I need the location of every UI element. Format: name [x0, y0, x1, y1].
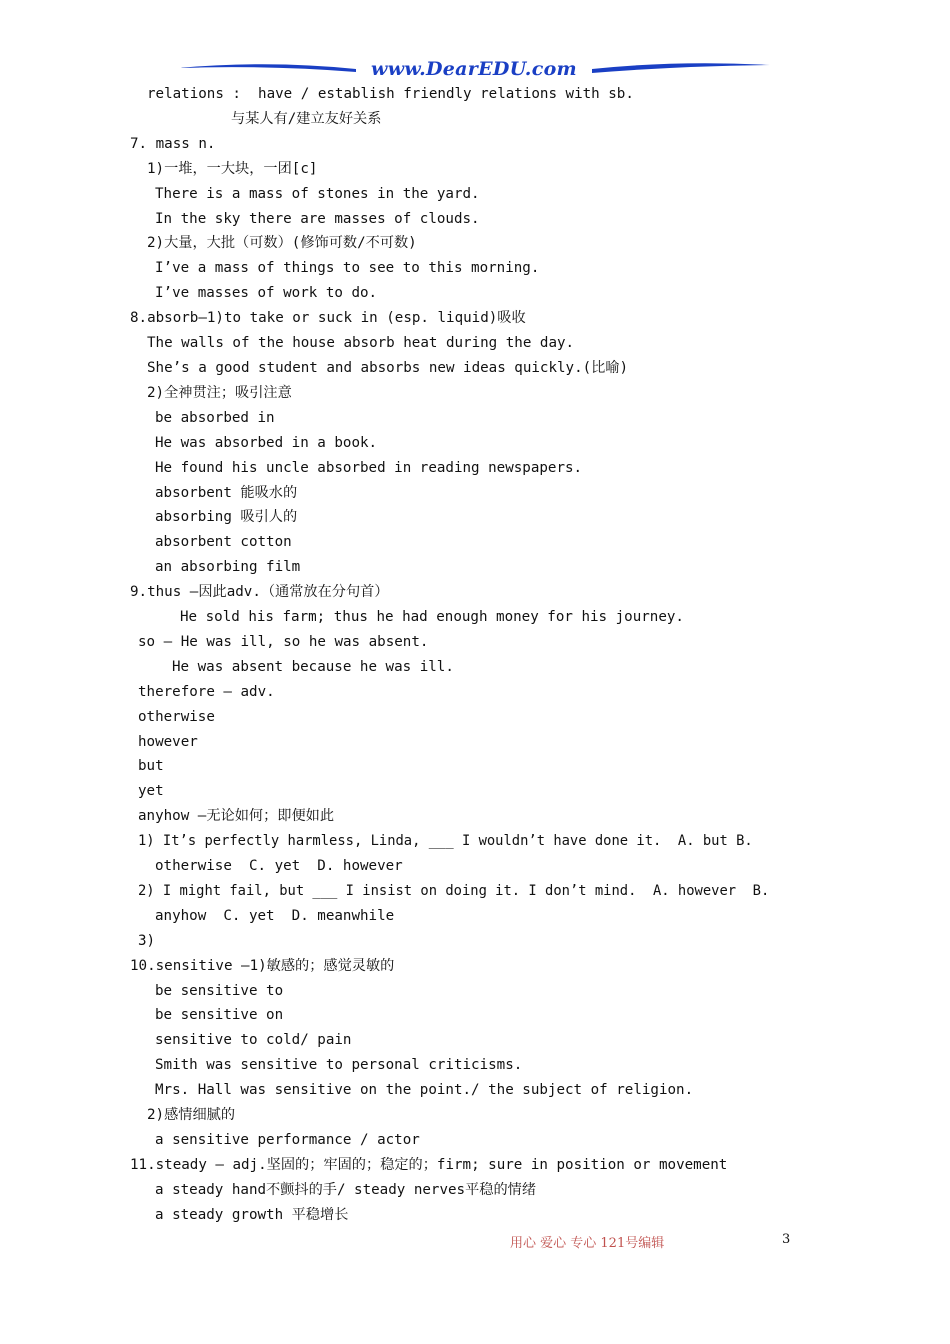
text-line: an absorbing film: [155, 559, 301, 575]
site-logo[interactable]: www.DearEDU.com: [371, 58, 577, 80]
text-line: Smith was sensitive to personal criticisms.: [155, 1057, 523, 1073]
text-line: 11.steady – adj.坚固的；牢固的；稳定的；firm; sure in position or movement: [130, 1157, 728, 1173]
text-line: so – He was ill, so he was absent.: [138, 634, 429, 650]
text-line: He found his uncle absorbed in reading newspapers.: [155, 460, 583, 476]
text-line: 3): [138, 933, 156, 949]
text-line: She’s a good student and absorbs new ideas quickly.(比喻): [147, 360, 629, 376]
text-line: but: [138, 758, 164, 774]
text-line: 与某人有/建立友好关系: [231, 111, 382, 127]
text-line: absorbent cotton: [155, 534, 292, 550]
text-line: yet: [138, 783, 164, 799]
page-number: 3: [782, 1232, 791, 1247]
text-line: absorbent 能吸水的: [155, 485, 298, 501]
text-line: I’ve masses of work to do.: [155, 285, 378, 301]
text-line: He was absent because he was ill.: [172, 659, 454, 675]
text-line: a steady hand不颤抖的手/ steady nerves平稳的情绪: [155, 1182, 537, 1198]
text-line: He was absorbed in a book.: [155, 435, 378, 451]
text-line: a sensitive performance / actor: [155, 1132, 420, 1148]
text-line: 2)全神贯注；吸引注意: [147, 385, 292, 401]
text-line: In the sky there are masses of clouds.: [155, 211, 480, 227]
text-line: 9.thus –因此adv.（通常放在分句首）: [130, 584, 389, 600]
text-line: Mrs. Hall was sensitive on the point./ the subject of religion.: [155, 1082, 694, 1098]
text-line: 7. mass n.: [130, 136, 216, 152]
text-line: absorbing 吸引人的: [155, 509, 298, 525]
text-line: He sold his farm; thus he had enough money for his journey.: [180, 609, 684, 625]
text-line: There is a mass of stones in the yard.: [155, 186, 480, 202]
text-line: be sensitive to: [155, 983, 284, 999]
text-line: 2)大量，大批（可数）(修饰可数/不可数): [147, 235, 417, 251]
text-line: sensitive to cold/ pain: [155, 1032, 352, 1048]
text-line: 2) I might fail, but ___ I insist on doing it. I don’t mind. A. however B.: [138, 883, 770, 899]
text-line: otherwise C. yet D. however: [155, 858, 403, 874]
text-line: 1)一堆，一大块，一团[c]: [147, 161, 318, 177]
text-line: The walls of the house absorb heat during the day.: [147, 335, 575, 351]
text-line: otherwise: [138, 709, 215, 725]
text-line: 10.sensitive –1)敏感的；感觉灵敏的: [130, 958, 395, 974]
footer-note: 用心 爱心 专心 121号编辑: [510, 1236, 665, 1251]
text-line: 8.absorb—1)to take or suck in (esp. liquid)吸收: [130, 310, 526, 326]
text-line: however: [138, 734, 198, 750]
text-line: be sensitive on: [155, 1007, 284, 1023]
text-line: anyhow C. yet D. meanwhile: [155, 908, 395, 924]
text-line: therefore – adv.: [138, 684, 275, 700]
text-line: anyhow –无论如何；即便如此: [138, 808, 335, 824]
text-line: 1) It’s perfectly harmless, Linda, ___ I wouldn’t have done it. A. but B.: [138, 833, 753, 849]
text-line: relations : have / establish friendly relations with sb.: [147, 86, 634, 102]
text-line: 2)感情细腻的: [147, 1107, 236, 1123]
text-line: I’ve a mass of things to see to this morning.: [155, 260, 540, 276]
text-line: be absorbed in: [155, 410, 275, 426]
text-line: a steady growth 平稳增长: [155, 1207, 349, 1223]
header-banner: [178, 56, 770, 86]
